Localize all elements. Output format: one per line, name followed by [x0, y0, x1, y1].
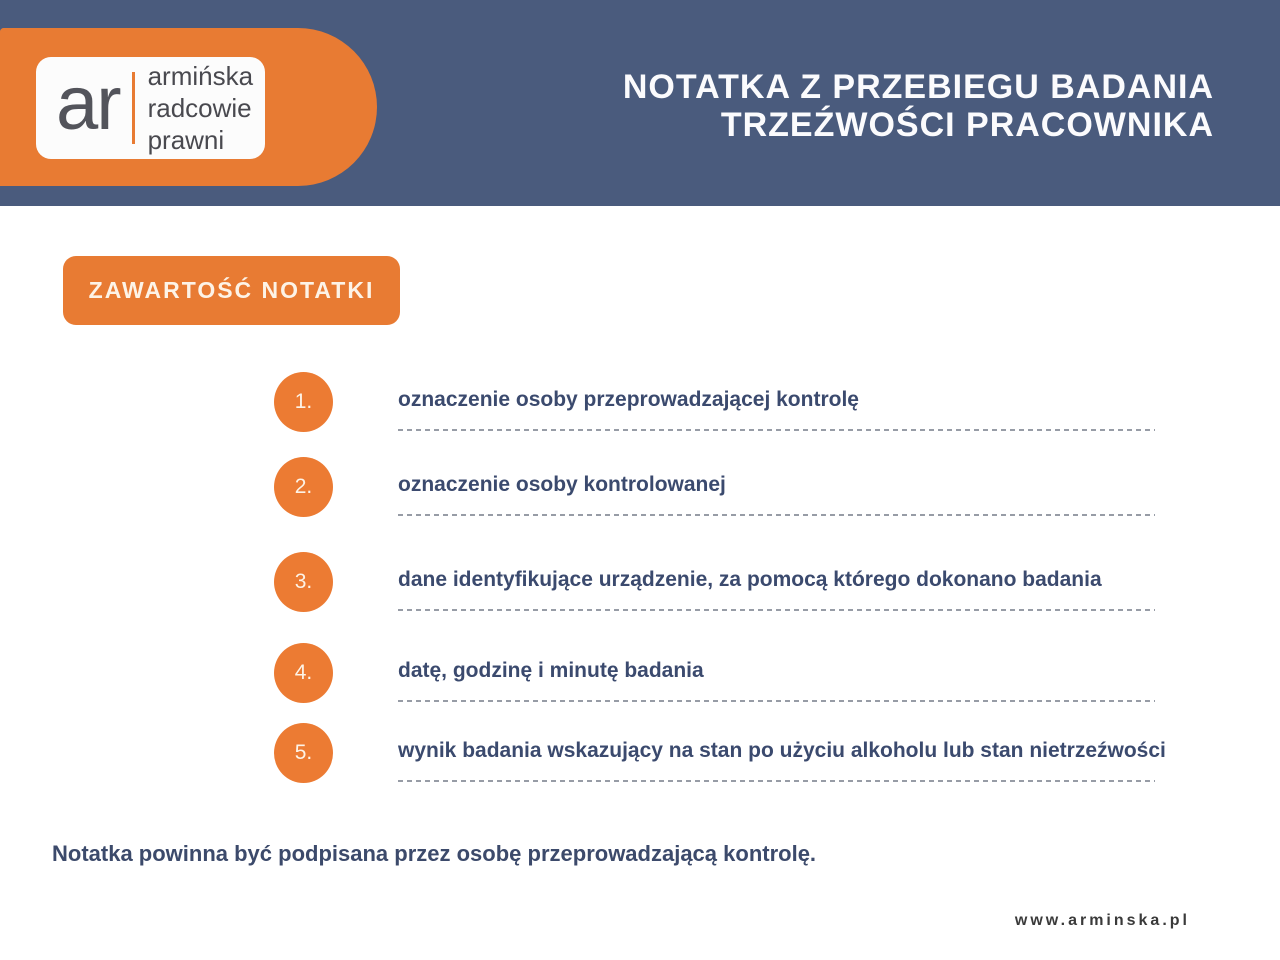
list-item: [274, 457, 1155, 517]
page-title: [623, 68, 1214, 144]
logo-name-line: armińska: [147, 61, 254, 91]
page-title-line2: TRZEŹWOŚCI PRACOWNIKA: [720, 106, 1214, 144]
logo-name-line: radcowie: [147, 93, 252, 123]
logo-pill: [0, 28, 377, 186]
item-number-badge: 5.: [274, 723, 333, 783]
item-number-badge: 2.: [274, 457, 333, 517]
header-band: [0, 0, 1280, 206]
page-title-line1: NOTATKA Z PRZEBIEGU BADANIA: [622, 68, 1214, 106]
logo-name: [148, 60, 253, 156]
item-underline: [398, 700, 1155, 702]
item-underline: [398, 429, 1155, 431]
item-number-badge: 3.: [274, 552, 333, 612]
logo-divider: [132, 72, 135, 144]
list-item: [274, 723, 1166, 783]
list-item: [274, 643, 1155, 703]
footer-note: Notatka powinna być podpisana przez osobę przeprowadzającą kontrolę.: [52, 841, 817, 866]
item-underline: [398, 514, 1155, 516]
website-url: www.arminska.pl: [1014, 912, 1190, 929]
item-number-badge: 4.: [274, 643, 333, 703]
item-text: datę, godzinę i minutę badania: [398, 659, 704, 682]
item-text: oznaczenie osoby przeprowadzającej kontrolę: [398, 388, 859, 411]
item-number-badge: 1.: [274, 372, 333, 432]
logo-name-line: prawni: [147, 125, 225, 155]
section-badge-label: ZAWARTOŚĆ NOTATKI: [88, 277, 375, 303]
item-text: dane identyfikujące urządzenie, za pomocą którego dokonano badania: [398, 568, 1102, 591]
section-badge: [63, 256, 400, 325]
item-text: wynik badania wskazujący na stan po użyciu alkoholu lub stan nietrzeźwości: [398, 739, 1166, 762]
item-underline: [398, 780, 1155, 782]
company-logo: [36, 57, 265, 159]
list-item: [274, 372, 1155, 432]
item-underline: [398, 609, 1155, 611]
logo-monogram: ar: [56, 61, 120, 146]
list-item: [274, 552, 1155, 612]
item-text: oznaczenie osoby kontrolowanej: [398, 473, 726, 496]
